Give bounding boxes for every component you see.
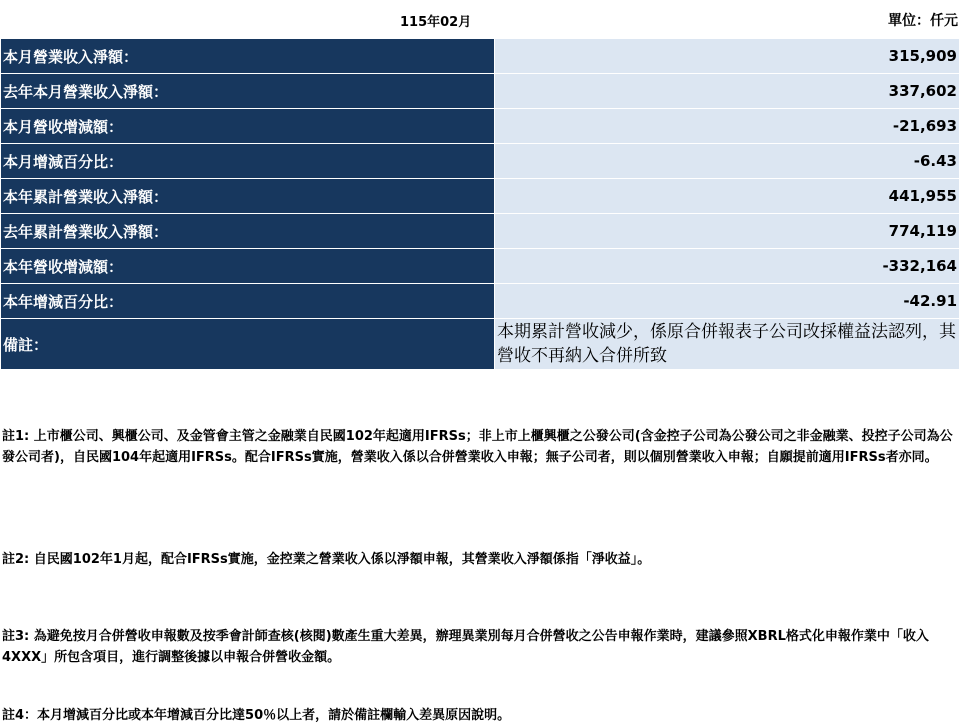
report-period: 115年02月 (400, 15, 472, 30)
table-row (1, 284, 960, 319)
row-label: 去年累計營業收入淨額： (1, 214, 495, 249)
footnote-2: 註2: 自民國102年1月起，配合IFRSs實施，金控業之營業收入係以淨額申報，其營業收入淨額係指「淨收益」。 (2, 552, 651, 567)
table-row (1, 109, 960, 144)
row-value: 441,955 (495, 179, 960, 214)
table-row (1, 74, 960, 109)
row-label: 本年累計營業收入淨額： (1, 179, 495, 214)
row-label: 本月營收增減額： (1, 109, 495, 144)
footnote-3: 註3: 為避免按月合併營收申報數及按季會計師查核(核閱)數產生重大差異，辦理異業別每月合併營收之公告申報作業時，建議參照XBRL格式化申報作業中「收入4XXX」所包含項目，進行調整後據以申報合併營收金額。 (2, 629, 929, 665)
row-label: 本年營收增減額： (1, 249, 495, 284)
unit-label: 單位：仟元 (888, 13, 958, 29)
row-value: 315,909 (495, 39, 960, 74)
footnote-1: 註1: 上市櫃公司、興櫃公司、及金管會主管之金融業自民國102年起適用IFRSs；非上市上櫃興櫃之公發公司(含金控子公司為公發公司之非金融業、投控子公司為公發公司者)，自民國104年起適用IFRSs。配合IFRSs實施，營業收入係以合併營業收入申報；無子公司者，則以個別營業收入申報；自願提前適用IFRSs者亦同。 (2, 429, 953, 465)
remark-label: 備註： (1, 319, 495, 370)
table-row (1, 179, 960, 214)
footnote-4: 註4：本月增減百分比或本年增減百分比達50％以上者，請於備註欄輸入差異原因說明。 (2, 708, 511, 723)
row-label: 本月營業收入淨額： (1, 39, 495, 74)
row-value: -332,164 (495, 249, 960, 284)
row-value: -42.91 (495, 284, 960, 319)
row-label: 本月增減百分比： (1, 144, 495, 179)
revenue-table (0, 38, 960, 370)
row-value: -6.43 (495, 144, 960, 179)
table-row (1, 214, 960, 249)
table-row (1, 144, 960, 179)
row-value: 337,602 (495, 74, 960, 109)
report-header (0, 0, 960, 38)
row-label: 本年增減百分比： (1, 284, 495, 319)
row-value: 774,119 (495, 214, 960, 249)
row-value: -21,693 (495, 109, 960, 144)
row-label: 去年本月營業收入淨額： (1, 74, 495, 109)
table-row (1, 39, 960, 74)
remark-text: 本期累計營收減少，係原合併報表子公司改採權益法認列，其營收不再納入合併所致 (495, 319, 960, 370)
remark-row (1, 319, 960, 370)
table-row (1, 249, 960, 284)
